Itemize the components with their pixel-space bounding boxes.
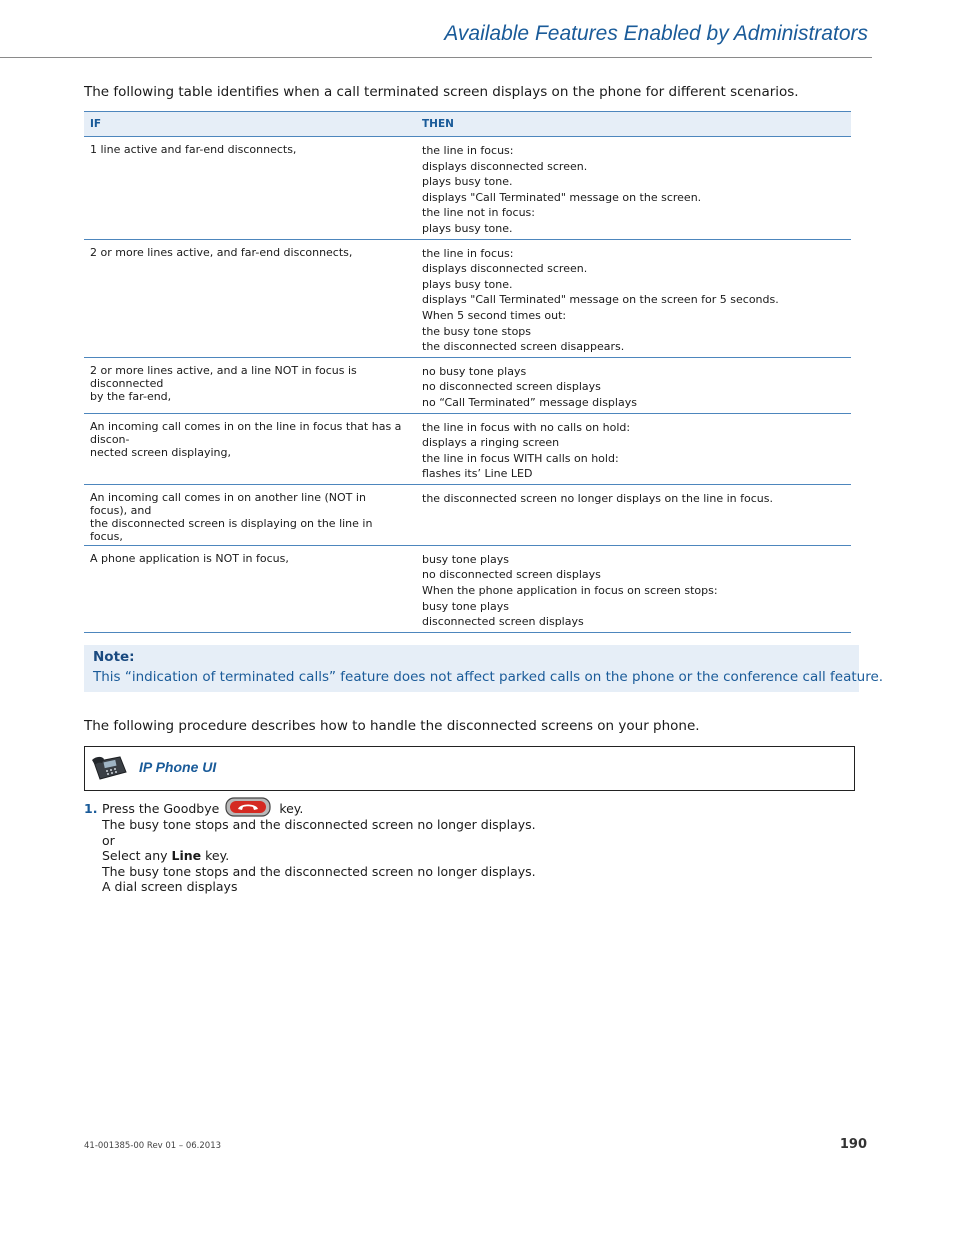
then-text-line: the line in focus: [422,144,514,157]
then-text-line: flashes its’ Line LED [422,467,533,481]
step-select-line [102,848,536,864]
ip-phone-icon [90,754,128,786]
if-text-line: An incoming call comes in on another line (NOT in focus), and [90,490,366,517]
step-body [102,801,536,895]
table-row [84,413,851,484]
select-prefix: Select any [102,848,168,864]
step-or-line: or [102,832,115,848]
then-text-line: the disconnected screen disappears. [422,340,625,354]
header-divider [0,57,872,58]
table-row [84,239,851,357]
procedure-intro: The following procedure describes how to handle the disconnected screens on your phone. [84,718,700,734]
then-text-line: displays "Call Terminated" message on the screen. [422,190,702,204]
table-row [84,545,851,632]
if-text-line: 2 or more lines active, and far-end disconnects, [90,245,353,259]
then-text-line: no disconnected screen displays [422,380,601,394]
note-text: This “indication of terminated calls” feature does not affect parked calls on the phone or the conference call feature. [93,669,884,685]
column-header-if: IF [84,112,416,137]
then-text-line: disconnected screen displays [422,615,584,629]
then-text-line: no disconnected screen displays [422,568,601,582]
step-result-line-2: The busy tone stops and the disconnected screen no longer displays. [102,863,536,879]
if-text-line: 2 or more lines active, and a line NOT in focus is disconnected [90,363,357,390]
if-text-line: A phone application is NOT in focus, [90,551,289,565]
if-cell [84,413,416,484]
step-result-line: The busy tone stops and the disconnected screen no longer displays. [102,817,536,832]
then-cell [416,545,851,632]
then-text-line: the disconnected screen no longer displays on the line in focus. [422,491,773,505]
if-cell [84,484,416,545]
if-text-line: the disconnected screen is displaying on the line in focus, [90,516,373,543]
if-text-line: by the far-end, [90,389,172,403]
then-text-line: plays busy tone. [422,175,513,189]
step-number: 1. [84,801,98,816]
if-text-line: nected screen displaying, [90,445,231,459]
then-text-line: the line not in focus: [422,206,535,220]
then-text-line: plays busy tone. [422,277,513,291]
then-text-line: the busy tone stops [422,324,532,338]
then-text-line: the line in focus with no calls on hold: [422,420,631,434]
table-row [84,137,851,240]
intro-paragraph: The following table identifies when a call terminated screen displays on the phone for different scenarios. [84,84,799,100]
select-suffix: key. [201,848,230,864]
then-text-line: displays a ringing screen [422,436,560,450]
column-header-then: THEN [416,112,851,137]
then-cell [416,357,851,413]
table-row [84,484,851,545]
if-cell [84,545,416,632]
then-text-line: displays disconnected screen. [422,262,588,276]
if-cell [84,137,416,240]
if-cell [84,357,416,413]
then-text-line: plays busy tone. [422,221,513,235]
if-text-line: 1 line active and far-end disconnects, [90,143,297,156]
table-body [84,137,851,633]
footer-doc-id: 41-001385-00 Rev 01 – 06.2013 [84,1141,222,1151]
then-cell [416,484,851,545]
step-press-text: Press the Goodbye [102,801,220,817]
table-header-row [84,112,851,137]
ip-phone-ui-label: IP Phone UI [139,759,217,775]
step-key-suffix: key. [279,801,304,817]
then-text-line: the line in focus: [422,246,514,260]
then-text-line: busy tone plays [422,552,509,566]
note-title: Note: [93,649,135,665]
footer-page-number: 190 [839,1137,867,1152]
then-cell [416,413,851,484]
then-text-line: the line in focus WITH calls on hold: [422,451,619,465]
if-text-line: An incoming call comes in on the line in focus that has a discon- [90,419,402,446]
scenario-table [84,111,851,633]
then-text-line: no “Call Terminated” message displays [422,395,637,409]
page-header-title: Available Features Enabled by Administrators [444,22,868,45]
step-dial-line: A dial screen displays [102,879,238,895]
note-box [84,645,884,692]
then-text-line: When the phone application in focus on screen stops: [422,584,718,598]
table-row [84,357,851,413]
if-cell [84,239,416,357]
then-cell [416,239,851,357]
then-text-line: When 5 second times out: [422,308,567,322]
line-key-term: Line [171,848,202,864]
then-text-line: busy tone plays [422,599,509,613]
then-cell [416,137,851,240]
ip-phone-ui-banner [84,746,855,791]
then-text-line: displays disconnected screen. [422,159,588,173]
then-text-line: displays "Call Terminated" message on the screen for 5 seconds. [422,293,779,307]
then-text-line: no busy tone plays [422,364,527,378]
